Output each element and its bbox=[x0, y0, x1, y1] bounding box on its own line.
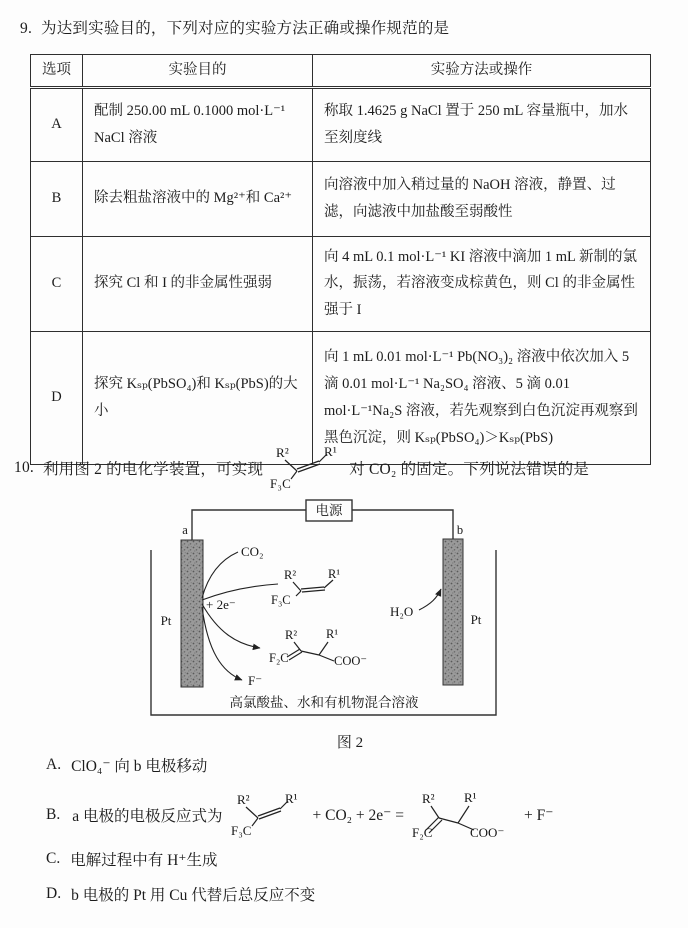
option-letter: A bbox=[31, 87, 83, 161]
question10-text-prefix: 利用图 2 的电化学装置，可实现 bbox=[42, 461, 264, 478]
option-b bbox=[46, 789, 682, 841]
question9-text: 为达到实验目的，下列对应的实验方法正确或操作规范的是 bbox=[41, 20, 450, 37]
pt-left-label: Pt bbox=[160, 613, 172, 628]
r2-label: R² bbox=[421, 791, 435, 806]
figure-caption: 图 2 bbox=[336, 735, 364, 751]
co2-label: CO₂ bbox=[241, 544, 264, 559]
r1-label: R¹ bbox=[324, 444, 338, 459]
coo-label: COO⁻ bbox=[469, 825, 505, 840]
electrode-b bbox=[443, 539, 463, 685]
option-d-label: D. bbox=[46, 885, 62, 902]
question9-stem bbox=[20, 16, 449, 38]
electrons-label: + 2e⁻ bbox=[206, 597, 236, 612]
question10-number: 10. bbox=[14, 459, 34, 476]
header-purpose: 实验目的 bbox=[83, 55, 313, 88]
f3c-label: F₃C bbox=[231, 823, 252, 838]
option-a-label: A. bbox=[46, 756, 62, 773]
option-a-text: ClO₄⁻ 向 b 电极移动 bbox=[71, 758, 208, 775]
option-b-prefix: a 电极的电极反应式为 bbox=[72, 808, 223, 825]
question10-options bbox=[46, 754, 682, 918]
terminal-a-label: a bbox=[182, 523, 188, 537]
purpose-cell: 除去粗盐溶液中的 Mg²⁺和 Ca²⁺ bbox=[83, 161, 313, 236]
terminal-b-label: b bbox=[456, 523, 464, 537]
question9-number: 9. bbox=[20, 20, 33, 37]
option-letter: D bbox=[31, 331, 83, 464]
table-row bbox=[31, 161, 651, 236]
wire-left bbox=[192, 510, 306, 540]
pt-right-label: Pt bbox=[470, 612, 482, 627]
table-row bbox=[31, 236, 651, 331]
cell-diagram bbox=[138, 492, 562, 732]
wire-right bbox=[352, 510, 453, 539]
fluoride-arrow bbox=[202, 607, 242, 680]
option-b-suffix: + F⁻ bbox=[523, 806, 554, 824]
r1-label: R¹ bbox=[328, 567, 341, 581]
alkene-structure bbox=[269, 444, 343, 492]
water-arrow bbox=[419, 589, 441, 610]
purpose-cell: 配制 250.00 mL 0.1000 mol·L⁻¹ NaCl 溶液 bbox=[83, 87, 313, 161]
question10-text-suffix: 对 CO₂ 的固定。下列说法错误的是 bbox=[349, 461, 589, 478]
option-letter: C bbox=[31, 236, 83, 331]
r2-label: R² bbox=[285, 628, 298, 642]
f3c-label: F₃C bbox=[270, 476, 292, 491]
r2-label: R² bbox=[237, 792, 251, 807]
option-c bbox=[46, 848, 682, 870]
alkene-structure bbox=[230, 791, 304, 839]
reactant-structure bbox=[271, 567, 340, 607]
f2c-label: F₂C bbox=[411, 825, 433, 840]
purpose-cell: 探究 Cl 和 I 的非金属性强弱 bbox=[83, 236, 313, 331]
purpose-cell: 探究 Kₛₚ(PbSO₄)和 Kₛₚ(PbS)的大小 bbox=[83, 331, 313, 464]
r1-label: R¹ bbox=[326, 627, 339, 641]
option-d bbox=[46, 883, 682, 905]
solution-label: 高氯酸盐、水和有机物混合溶液 bbox=[229, 695, 419, 710]
method-cell: 向 1 mL 0.01 mol·L⁻¹ Pb(NO₃)₂ 溶液中依次加入 5 滴 0.01 mol·L⁻¹ Na₂SO₄ 溶液、5 滴 0.01 mol·L⁻¹Na₂S 溶液，若先观察到白色沉淀再观察到黑色沉淀，则 Kₛₚ(PbSO₄)＞Kₛₚ(PbS) bbox=[313, 331, 651, 464]
electrochemical-cell-figure bbox=[138, 492, 562, 737]
option-d-text: b 电极的 Pt 用 Cu 代替后总反应不变 bbox=[71, 887, 316, 904]
header-method: 实验方法或操作 bbox=[313, 55, 651, 88]
method-cell: 向溶液中加入稍过量的 NaOH 溶液，静置、过滤，向滤液中加盐酸至弱酸性 bbox=[313, 161, 651, 236]
r1-label: R¹ bbox=[463, 790, 477, 805]
table-row bbox=[31, 87, 651, 161]
fluoride-label: F⁻ bbox=[248, 673, 263, 688]
r2-label: R² bbox=[284, 568, 297, 582]
option-b-mid: + CO₂ + 2e⁻ = bbox=[312, 806, 404, 824]
r2-label: R² bbox=[276, 445, 290, 460]
header-option: 选项 bbox=[31, 55, 83, 88]
option-b-label: B. bbox=[46, 806, 61, 823]
option-letter: B bbox=[31, 161, 83, 236]
water-label: H₂O bbox=[390, 604, 414, 619]
f3c-label: F₃C bbox=[271, 593, 291, 607]
f2c-label: F₂C bbox=[269, 651, 289, 665]
product-structure bbox=[412, 789, 516, 841]
q9-experiment-table bbox=[30, 54, 651, 465]
method-cell: 称取 1.4625 g NaCl 置于 250 mL 容量瓶中，加水至刻度线 bbox=[313, 87, 651, 161]
option-a bbox=[46, 754, 682, 776]
electrode-a bbox=[181, 540, 203, 687]
product-structure bbox=[269, 627, 367, 668]
question10-stem bbox=[14, 444, 589, 492]
r1-label: R¹ bbox=[285, 791, 299, 806]
method-cell: 向 4 mL 0.1 mol·L⁻¹ KI 溶液中滴加 1 mL 新制的氯水，振荡，若溶液变成棕黄色，则 Cl 的非金属性强于 I bbox=[313, 236, 651, 331]
table-header-row bbox=[31, 55, 651, 88]
option-c-text: 电解过程中有 H⁺生成 bbox=[70, 852, 218, 869]
option-c-label: C. bbox=[46, 850, 61, 867]
coo-label: COO⁻ bbox=[334, 654, 367, 668]
power-supply-label: 电源 bbox=[315, 503, 343, 518]
